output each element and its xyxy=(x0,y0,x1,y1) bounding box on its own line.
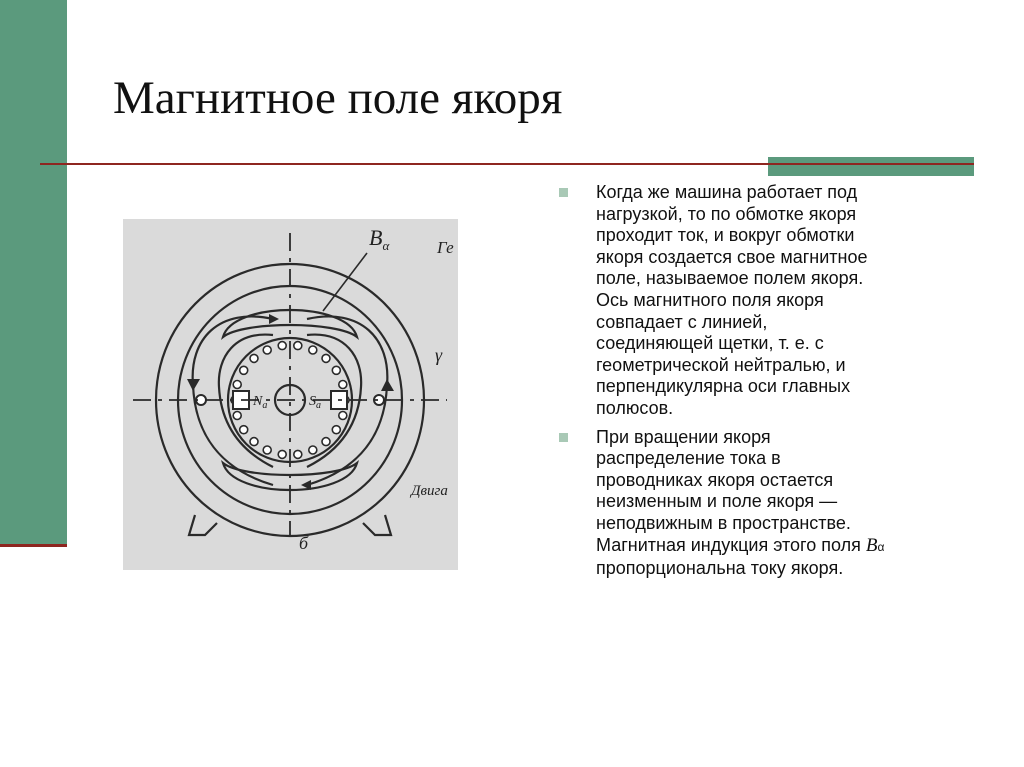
conductor-dot xyxy=(233,412,241,420)
label-top-right: Ге xyxy=(437,238,454,257)
conductor-dot xyxy=(322,438,330,446)
conductor-dot xyxy=(339,412,347,420)
conductor-dot xyxy=(263,446,271,454)
conductor-dot xyxy=(240,426,248,434)
bullet-marker xyxy=(559,188,568,197)
conductor-dot xyxy=(250,354,258,362)
title-divider-accent xyxy=(768,157,974,176)
conductor-dot xyxy=(339,381,347,389)
left-foot xyxy=(189,515,217,535)
conductor-dot xyxy=(240,366,248,374)
conductor-dot xyxy=(278,342,286,350)
label-b-cyrillic: б xyxy=(299,533,309,553)
label-gamma: γ xyxy=(435,345,443,365)
bullet-item-2 xyxy=(559,427,979,580)
conductor-dot xyxy=(294,450,302,458)
left-accent-band-underline xyxy=(0,544,67,547)
conductor-dot xyxy=(233,381,241,389)
conductor-dot xyxy=(250,438,258,446)
bullet-marker xyxy=(559,433,568,442)
conductor-dot xyxy=(309,346,317,354)
conductor-dot xyxy=(332,426,340,434)
label-s-pole: $S_а$ xyxy=(309,394,321,411)
conductor-dot xyxy=(322,354,330,362)
bullet-list xyxy=(559,182,979,587)
bullet-text-1: Когда же машина работает под нагрузкой, то по обмотке якоря проходит ток, и вокруг обмотки якоря создается свое магнитное поле, называемое полем якоря. Ось магнитного поля якоря совпадает с линией, соединяющей щетки, т. е. с геометрической нейтралью, и перпендикулярна оси главных полюсов. xyxy=(596,182,868,418)
induction-symbol: B xyxy=(865,534,878,556)
right-foot xyxy=(363,515,391,535)
conductor-dot xyxy=(263,346,271,354)
conductor-dot xyxy=(309,446,317,454)
conductor-dot xyxy=(294,342,302,350)
bullet-item-1 xyxy=(559,182,979,420)
armature-field-diagram xyxy=(123,219,458,570)
label-b-alpha: $B_\alpha$ xyxy=(369,225,390,253)
label-motor: Двига xyxy=(411,483,448,499)
slide-title: Магнитное поле якоря xyxy=(113,72,563,124)
induction-subscript: α xyxy=(877,539,885,554)
title-divider-accent-line xyxy=(768,163,974,165)
bullet-text-2: При вращении якоря распределение тока в проводниках якоря остается неизменным и поле якоря — неподвижным в пространстве. Магнитная индукция этого поля Bα пропорциональна току якоря. xyxy=(596,426,885,579)
left-accent-band xyxy=(0,0,67,546)
label-n-pole: $N_а$ xyxy=(253,394,268,411)
conductor-dot xyxy=(278,450,286,458)
conductor-dot xyxy=(332,366,340,374)
